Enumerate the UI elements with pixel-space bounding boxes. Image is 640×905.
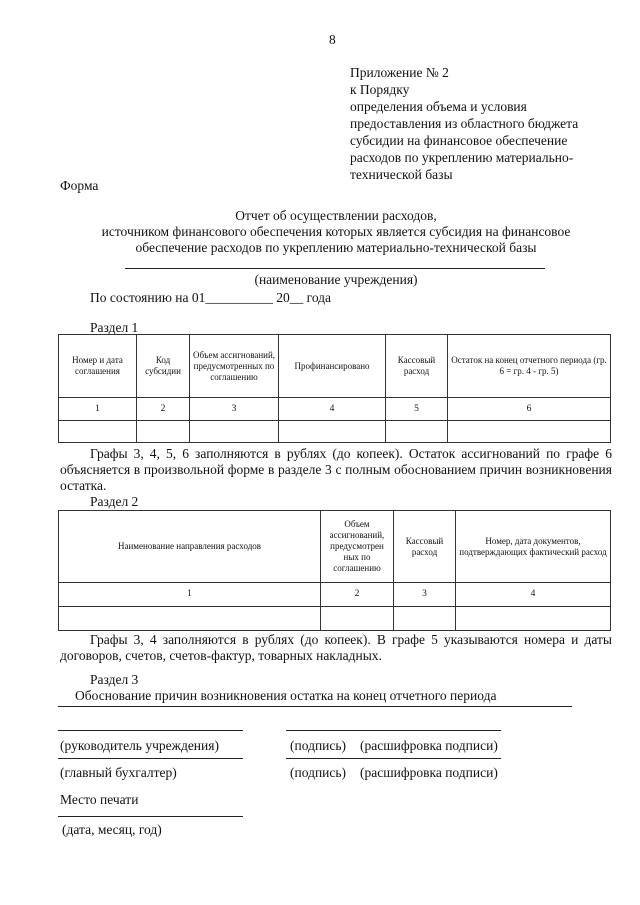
- stamp-place: Место печати: [60, 792, 139, 807]
- empty-cell[interactable]: [137, 421, 190, 443]
- appendix-line: расходов по укреплению материально-: [350, 150, 574, 165]
- header-cell: Объем ассигнований, предусмотренных по соглашению: [190, 335, 279, 398]
- appendix-line: определения объема и условия: [350, 99, 527, 114]
- section1-note: Графы 3, 4, 5, 6 заполняются в рублях (до копеек). Остаток ассигнований по графе 6 объясняется в произвольной форме в разделе 3 с полным обоснованием причин возникновения остатка.: [60, 446, 612, 493]
- column-number: 4: [279, 398, 386, 421]
- table-header-row: [59, 335, 611, 398]
- column-number: 6: [448, 398, 611, 421]
- section1-label: Раздел 1: [90, 320, 139, 335]
- appendix-block: [350, 64, 620, 183]
- accountant-signature-line[interactable]: [58, 758, 243, 759]
- date-line[interactable]: [58, 816, 243, 817]
- section3-label: Раздел 3: [90, 672, 139, 687]
- justification-line[interactable]: [58, 706, 572, 707]
- header-cell: Наименование направления расходов: [59, 511, 321, 583]
- header-cell: Код субсидии: [137, 335, 190, 398]
- header-cell: Кассовый расход: [386, 335, 448, 398]
- empty-cell[interactable]: [59, 421, 137, 443]
- accountant-caption: (главный бухгалтер): [60, 765, 177, 780]
- column-number: 2: [137, 398, 190, 421]
- header-cell: Номер и дата соглашения: [59, 335, 137, 398]
- title-line: Отчет об осуществлении расходов,: [235, 208, 437, 223]
- header-cell: Номер, дата документов, подтверждающих фактический расход: [456, 511, 611, 583]
- institution-caption: (наименование учреждения): [254, 272, 418, 287]
- column-number: 3: [394, 583, 456, 607]
- table-header-row: [59, 511, 611, 583]
- sign-caption: (подпись): [290, 738, 347, 753]
- empty-cell[interactable]: [386, 421, 448, 443]
- column-number: 3: [190, 398, 279, 421]
- decode-caption: (расшифровка подписи): [360, 738, 498, 753]
- empty-cell[interactable]: [448, 421, 611, 443]
- section1-table: [58, 334, 611, 443]
- head-decode-line[interactable]: [286, 730, 501, 731]
- sign-caption: (подпись): [290, 765, 347, 780]
- appendix-line: технической базы: [350, 167, 453, 182]
- section2-label: Раздел 2: [90, 494, 139, 509]
- header-cell: Кассовый расход: [394, 511, 456, 583]
- title-line: источником финансового обеспечения которых является субсидия на финансовое: [101, 224, 571, 239]
- date-caption: (дата, месяц, год): [62, 822, 162, 837]
- column-number: 1: [59, 583, 321, 607]
- empty-cell[interactable]: [394, 607, 456, 631]
- empty-cell[interactable]: [456, 607, 611, 631]
- column-number: 1: [59, 398, 137, 421]
- decode-caption: (расшифровка подписи): [360, 765, 498, 780]
- empty-cell[interactable]: [321, 607, 394, 631]
- section2-table: [58, 510, 611, 631]
- section3-text: Обоснование причин возникновения остатка на конец отчетного периода: [75, 688, 497, 703]
- empty-cell[interactable]: [190, 421, 279, 443]
- form-label: Форма: [60, 178, 99, 193]
- table-row: [59, 421, 611, 443]
- column-number: 5: [386, 398, 448, 421]
- page-number: 8: [329, 32, 336, 47]
- table-number-row: [59, 583, 611, 607]
- header-cell: Остаток на конец отчетного периода (гр. 6 = гр. 4 - гр. 5): [448, 335, 611, 398]
- column-number: 4: [456, 583, 611, 607]
- empty-cell[interactable]: [279, 421, 386, 443]
- head-signature-line[interactable]: [58, 730, 243, 731]
- header-cell: Профинансировано: [279, 335, 386, 398]
- accountant-decode-line[interactable]: [286, 758, 501, 759]
- title-line: обеспечение расходов по укреплению материально-технической базы: [135, 240, 537, 255]
- column-number: 2: [321, 583, 394, 607]
- appendix-line: предоставления из областного бюджета: [350, 116, 579, 131]
- head-caption: (руководитель учреждения): [60, 738, 219, 753]
- header-cell: Объем ассигнований, предусмотрен ных по соглашению: [321, 511, 394, 583]
- as-of-date: По состоянию на 01__________ 20__ года: [90, 290, 332, 305]
- report-title: [60, 208, 612, 256]
- appendix-line: к Порядку: [350, 82, 410, 97]
- table-number-row: [59, 398, 611, 421]
- empty-cell[interactable]: [59, 607, 321, 631]
- appendix-line: Приложение № 2: [350, 65, 449, 80]
- appendix-line: субсидии на финансовое обеспечение: [350, 133, 568, 148]
- section2-note: Графы 3, 4 заполняются в рублях (до копеек). В графе 5 указываются номера и даты договоров, счетов, счетов-фактур, товарных накладных.: [60, 632, 612, 663]
- institution-name-line: [125, 268, 545, 269]
- table-row: [59, 607, 611, 631]
